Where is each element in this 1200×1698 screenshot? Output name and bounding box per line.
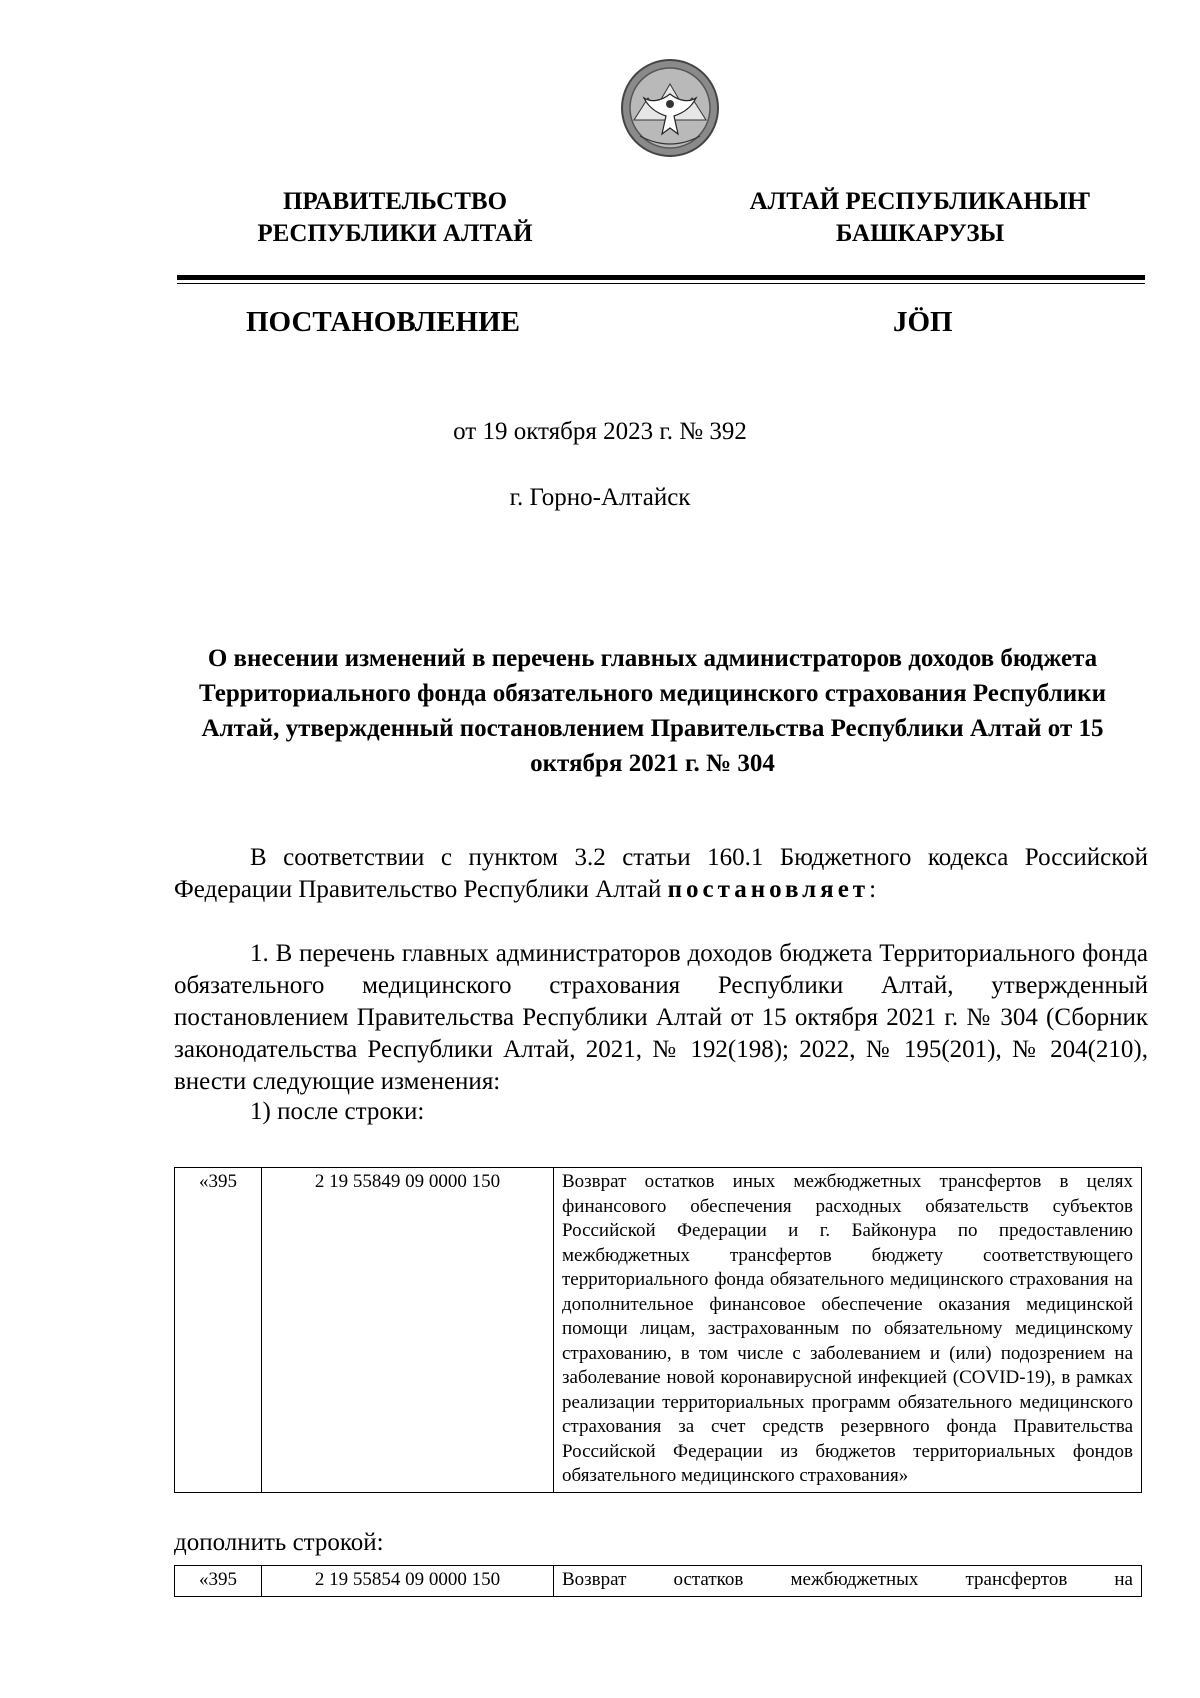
header-left-line1: ПРАВИТЕЛЬСТВО	[282, 188, 508, 215]
header-left-line2: РЕСПУБЛИКИ АЛТАЙ	[257, 220, 533, 247]
row-description-cell: Возврат остатков иных межбюджетных трансфертов в целях финансового обеспечения расходных обязательств субъектов Российской Федерации и г. Байконура по предоставлению межбюджетных трансфертов бюджету соответствующего территориального фонда обязательного медицинского страхования на дополнительное финансовое обеспечение оказания медицинской помощи лицам, застрахованным по обязательному медицинскому страхованию, в том числе с заболеванием и (или) подозрением на заболевание новой коронавирусной инфекцией (COVID-19), в рамках реализации территориальных программ обязательного медицинского страхования за счет средств резервного фонда Правительства Российской Федерации из бюджетов территориальных фондов обязательного медицинского страхования»	[554, 1168, 1142, 1493]
preamble-tail: :	[869, 876, 877, 903]
preamble-text: В соответствии с пунктом 3.2 статьи 160.1 Бюджетного кодекса Российской Федерации Правительство Республики Алтай	[174, 844, 1148, 903]
government-name-altai	[730, 186, 1110, 250]
document-title: О внесении изменений в перечень главных администраторов доходов бюджета Территориального фонда обязательного медицинского страхования Республики Алтай, утвержденный постановлением Правительства Республики Алтай от 15 октября 2021 г. № 304	[199, 645, 1106, 777]
row-code-cell: «395	[175, 1168, 262, 1493]
row-code-cell: «395	[175, 1566, 262, 1597]
add-line-label: дополнить строкой:	[174, 1529, 384, 1556]
decree-word: постановляет	[667, 876, 870, 903]
table-row	[175, 1566, 1142, 1597]
doc-type-russian: ПОСТАНОВЛЕНИЕ	[246, 306, 521, 338]
coat-of-arms-emblem	[620, 58, 720, 158]
row-description-cell: Возврат остатков межбюджетных трансфертов на	[554, 1566, 1142, 1597]
new-row-table	[174, 1565, 1142, 1597]
header-right-line2: БАШКАРУЗЫ	[835, 220, 1005, 247]
table-row	[175, 1168, 1142, 1493]
header-right-line1: АЛТАЙ РЕСПУБЛИКАНЫҤ	[749, 188, 1091, 215]
sub-item-1: 1) после строки:	[250, 1098, 425, 1125]
preamble-paragraph	[174, 842, 1148, 906]
document-city: г. Горно-Алтайск	[509, 484, 691, 511]
government-name-russian	[225, 186, 565, 250]
row-kbk-cell: 2 19 55854 09 0000 150	[262, 1566, 554, 1597]
coat-of-arms-icon	[620, 58, 720, 158]
header-divider-thick	[177, 275, 1145, 280]
existing-row-table	[174, 1167, 1142, 1493]
row-kbk-cell: 2 19 55849 09 0000 150	[262, 1168, 554, 1493]
item-1-paragraph: 1. В перечень главных администраторов доходов бюджета Территориального фонда обязательного медицинского страхования Республики Алтай, утвержденный постановлением Правительства Республики Алтай от 15 октября 2021 г. № 304 (Сборник законодательства Республики Алтай, 2021, № 192(198); 2022, № 195(201), № 204(210), внести следующие изменения:	[174, 940, 1148, 1095]
document-date-number: от 19 октября 2023 г. № 392	[453, 418, 747, 445]
doc-type-altai: JӦП	[893, 306, 953, 338]
header-divider-thin	[177, 283, 1145, 284]
